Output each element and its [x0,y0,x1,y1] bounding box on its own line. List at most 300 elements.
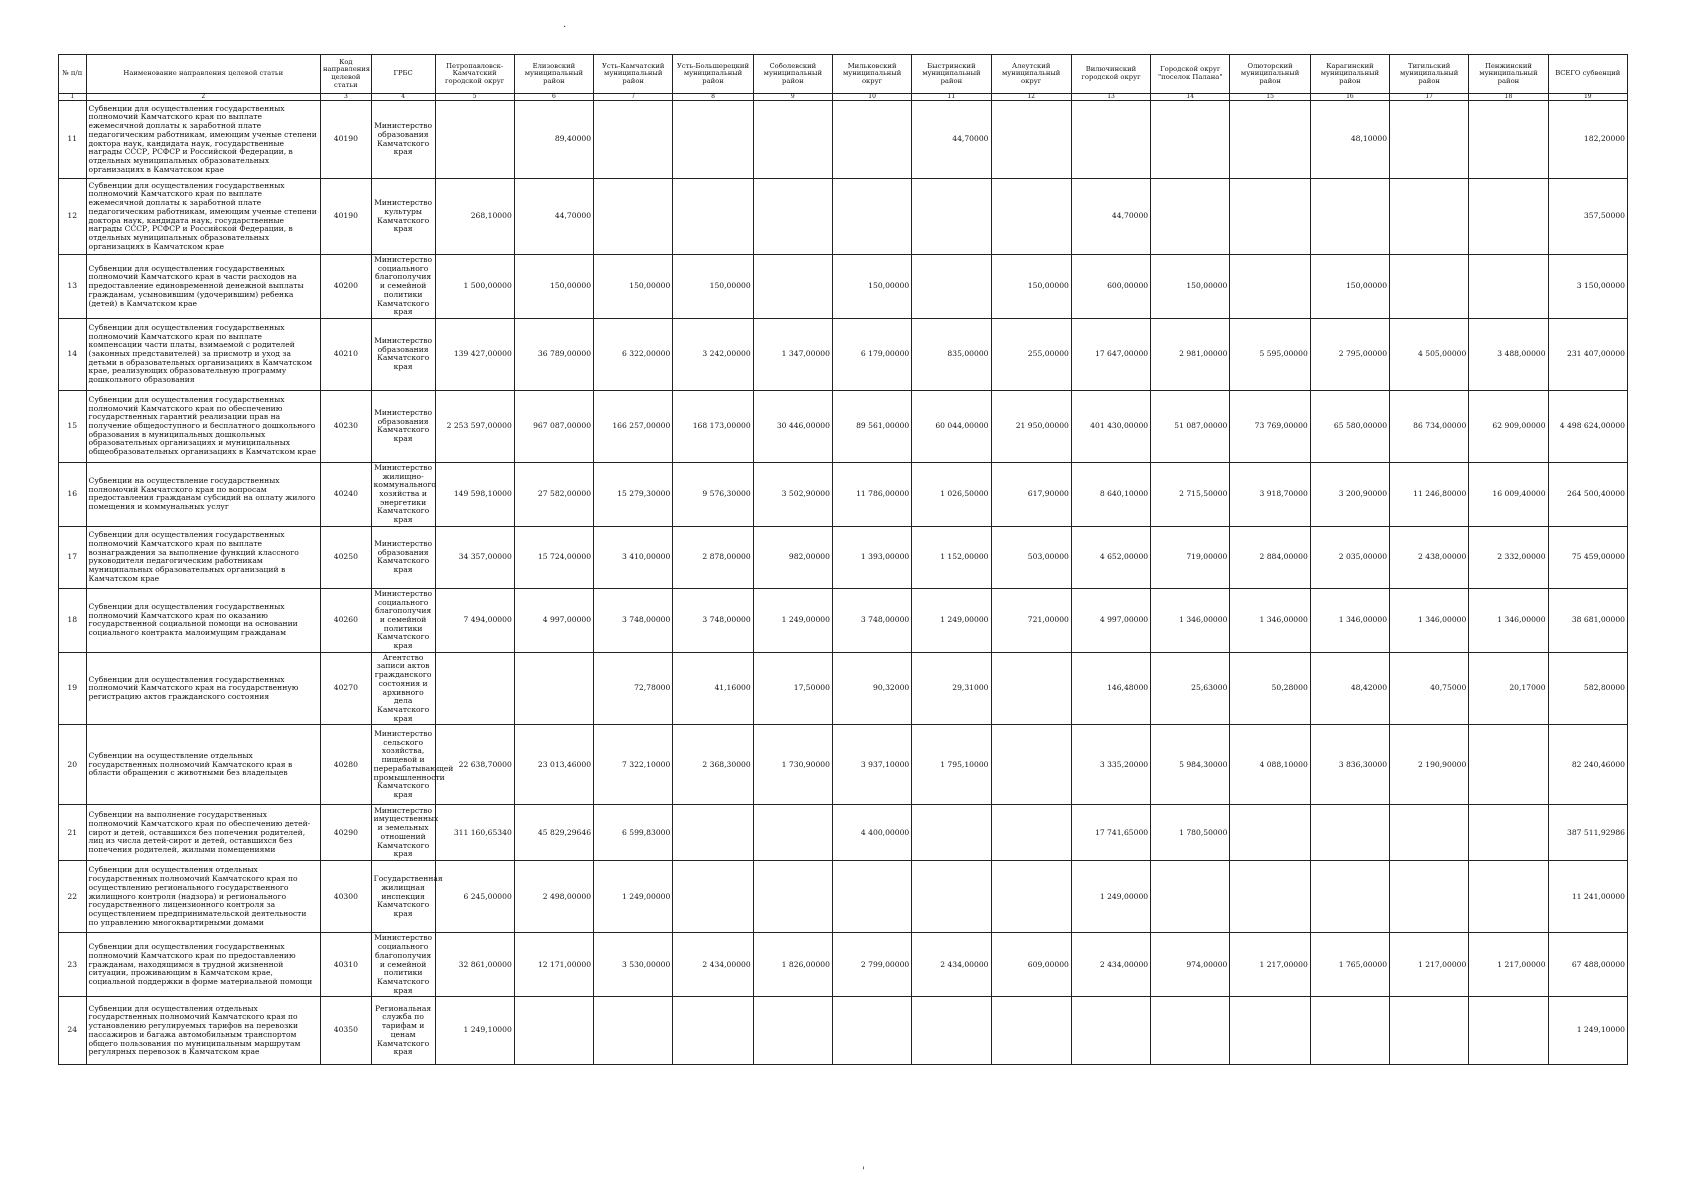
column-header-2: Наименование направления целевой статьи [86,55,321,94]
row-amount-cell: 41,16000 [673,652,753,725]
row-amount-cell [594,997,673,1065]
row-purpose-name: Субвенции для осуществления государственных полномочий Камчатского края по выплате ежемесячной доплаты к заработной плате педагогическим работникам, имеющим ученые степени доктора наук, кандидата наук, государственные награды СССР, РСФСР и Российской Федерации, в отдельных муниципальных образовательных организациях в Камчатском крае [86,179,321,255]
row-purpose-name: Субвенции для осуществления отдельных государственных полномочий Камчатского края по установлению регулируемых тарифов на перевозки пассажиров и багажа автомобильным транспортом общего пользования по муниципальным маршрутам регулярных перевозок в Камчатском крае [86,997,321,1065]
row-amount-cell [753,861,832,933]
row-total: 231 407,00000 [1548,318,1627,390]
row-amount-cell [1469,997,1548,1065]
column-number-14: 14 [1151,94,1230,101]
row-grbs: Министерство социального благополучия и семейной политики Камчатского края [371,255,435,319]
row-number: 22 [59,861,87,933]
row-code: 40200 [321,255,372,319]
column-number-8: 8 [673,94,753,101]
row-amount-cell: 86 734,00000 [1390,390,1469,462]
column-header-4: ГРБС [371,55,435,94]
row-amount-cell [991,652,1071,725]
table-row [59,101,1628,179]
row-code: 40290 [321,805,372,861]
row-amount-cell: 4 505,00000 [1390,318,1469,390]
row-amount-cell: 25,63000 [1151,652,1230,725]
row-total: 182,20000 [1548,101,1627,179]
row-amount-cell: 3 200,90000 [1310,462,1389,526]
row-amount-cell: 401 430,00000 [1071,390,1150,462]
row-grbs: Министерство сельского хозяйства, пищевой и перерабатывающей промышленности Камчатского края [371,725,435,805]
row-amount-cell [753,997,832,1065]
row-grbs: Министерство жилищно-коммунального хозяйства и энергетики Камчатского края [371,462,435,526]
table-row [59,462,1628,526]
row-amount-cell [514,997,593,1065]
row-amount-cell: 1 780,50000 [1151,805,1230,861]
scan-speck-bottom: ' [862,1166,865,1177]
row-amount-cell [1469,255,1548,319]
row-amount-cell [1310,805,1389,861]
column-number-17: 17 [1390,94,1469,101]
row-amount-cell: 503,00000 [991,526,1071,588]
row-amount-cell: 1 249,10000 [435,997,514,1065]
row-amount-cell: 2 368,30000 [673,725,753,805]
row-grbs: Министерство образования Камчатского края [371,390,435,462]
column-header-7: Усть-Камчатский муниципальный район [594,55,673,94]
column-header-6: Елизовский муниципальный район [514,55,593,94]
row-amount-cell: 48,42000 [1310,652,1389,725]
row-amount-cell [1230,861,1310,933]
table-row [59,526,1628,588]
row-amount-cell: 89,40000 [514,101,593,179]
table-row [59,652,1628,725]
row-amount-cell: 2 878,00000 [673,526,753,588]
row-amount-cell [673,179,753,255]
row-total: 3 150,00000 [1548,255,1627,319]
row-amount-cell: 3 530,00000 [594,933,673,997]
row-amount-cell: 60 044,00000 [912,390,991,462]
row-amount-cell [753,179,832,255]
row-amount-cell: 2 434,00000 [912,933,991,997]
row-code: 40250 [321,526,372,588]
row-amount-cell [1390,997,1469,1065]
row-number: 21 [59,805,87,861]
column-header-16: Карагинский муниципальный район [1310,55,1389,94]
header-row [59,55,1628,94]
row-amount-cell: 50,28000 [1230,652,1310,725]
row-amount-cell [1230,255,1310,319]
row-amount-cell [1469,725,1548,805]
row-amount-cell: 1 346,00000 [1310,588,1389,652]
row-amount-cell: 89 561,00000 [832,390,911,462]
row-amount-cell [1469,861,1548,933]
row-grbs: Агентство записи актов гражданского состояния и архивного дела Камчатского края [371,652,435,725]
row-amount-cell: 150,00000 [673,255,753,319]
row-amount-cell: 3 335,20000 [1071,725,1150,805]
row-grbs: Министерство социального благополучия и семейной политики Камчатского края [371,588,435,652]
row-grbs: Министерство образования Камчатского края [371,101,435,179]
row-grbs: Министерство образования Камчатского края [371,526,435,588]
row-amount-cell: 719,00000 [1151,526,1230,588]
row-purpose-name: Субвенции для осуществления государственных полномочий Камчатского края по выплате компенсации части платы, взимаемой с родителей (законных представителей) за присмотр и уход за детьми в образовательных организациях в Камчатском крае, реализующих образовательную программу дошкольного образования [86,318,321,390]
row-total: 11 241,00000 [1548,861,1627,933]
row-amount-cell: 17,50000 [753,652,832,725]
row-amount-cell: 2 035,00000 [1310,526,1389,588]
row-number: 16 [59,462,87,526]
row-amount-cell [832,861,911,933]
row-amount-cell: 11 786,00000 [832,462,911,526]
row-amount-cell: 72,78000 [594,652,673,725]
row-amount-cell [991,725,1071,805]
column-number-row [59,94,1628,101]
row-amount-cell [435,101,514,179]
row-amount-cell: 255,00000 [991,318,1071,390]
scan-speck-top: · [563,22,567,33]
row-amount-cell [1071,101,1150,179]
row-amount-cell: 1 217,00000 [1390,933,1469,997]
row-amount-cell: 8 640,10000 [1071,462,1150,526]
row-amount-cell: 2 498,00000 [514,861,593,933]
row-amount-cell: 7 322,10000 [594,725,673,805]
row-amount-cell: 721,00000 [991,588,1071,652]
row-amount-cell: 150,00000 [1151,255,1230,319]
column-number-5: 5 [435,94,514,101]
row-code: 40300 [321,861,372,933]
row-amount-cell [673,805,753,861]
row-amount-cell: 65 580,00000 [1310,390,1389,462]
table-row [59,318,1628,390]
row-amount-cell: 311 160,65340 [435,805,514,861]
row-amount-cell: 3 502,90000 [753,462,832,526]
row-amount-cell: 5 595,00000 [1230,318,1310,390]
row-amount-cell [1469,101,1548,179]
row-purpose-name: Субвенции для осуществления государственных полномочий Камчатского края по выплате ежемесячной доплаты к заработной плате педагогическим работникам, имеющим ученые степени доктора наук, кандидата наук, государственные награды СССР, РСФСР и Российской Федерации, в отдельных муниципальных образовательных организациях в Камчатском крае [86,101,321,179]
column-header-5: Петропавловск-Камчатский городской округ [435,55,514,94]
row-amount-cell: 1 393,00000 [832,526,911,588]
table-row [59,390,1628,462]
row-amount-cell: 27 582,00000 [514,462,593,526]
row-amount-cell: 149 598,10000 [435,462,514,526]
row-amount-cell [753,101,832,179]
row-amount-cell: 73 769,00000 [1230,390,1310,462]
row-amount-cell [1151,101,1230,179]
row-amount-cell: 609,00000 [991,933,1071,997]
row-amount-cell: 34 357,00000 [435,526,514,588]
column-header-14: Городской округ "поселок Палана" [1151,55,1230,94]
row-amount-cell: 4 652,00000 [1071,526,1150,588]
row-total: 1 249,10000 [1548,997,1627,1065]
row-amount-cell: 1 026,50000 [912,462,991,526]
row-amount-cell [673,101,753,179]
row-amount-cell: 617,90000 [991,462,1071,526]
column-header-11: Быстринский муниципальный район [912,55,991,94]
column-header-3: Код направления целевой статьи [321,55,372,94]
row-amount-cell: 2 981,00000 [1151,318,1230,390]
row-amount-cell: 2 434,00000 [673,933,753,997]
row-amount-cell: 36 789,00000 [514,318,593,390]
row-number: 13 [59,255,87,319]
row-amount-cell: 1 249,00000 [912,588,991,652]
row-amount-cell: 982,00000 [753,526,832,588]
row-amount-cell: 90,32000 [832,652,911,725]
row-total: 67 488,00000 [1548,933,1627,997]
column-number-11: 11 [912,94,991,101]
row-code: 40190 [321,101,372,179]
table-row [59,997,1628,1065]
row-amount-cell [1390,179,1469,255]
column-header-18: Пенжинский муниципальный район [1469,55,1548,94]
column-number-13: 13 [1071,94,1150,101]
row-amount-cell: 2 795,00000 [1310,318,1389,390]
row-amount-cell: 146,48000 [1071,652,1150,725]
row-amount-cell [753,255,832,319]
row-amount-cell: 44,70000 [514,179,593,255]
row-purpose-name: Субвенции на осуществление государственных полномочий Камчатского края по вопросам предоставления гражданам субсидий на оплату жилого помещения и коммунальных услуг [86,462,321,526]
row-total: 75 459,00000 [1548,526,1627,588]
row-amount-cell [832,997,911,1065]
row-amount-cell: 150,00000 [1310,255,1389,319]
column-header-13: Вилючинский городской округ [1071,55,1150,94]
row-amount-cell: 20,17000 [1469,652,1548,725]
row-amount-cell [435,652,514,725]
row-amount-cell [1151,861,1230,933]
row-amount-cell: 1 249,00000 [1071,861,1150,933]
row-grbs: Министерство образования Камчатского края [371,318,435,390]
row-amount-cell: 1 795,10000 [912,725,991,805]
row-number: 19 [59,652,87,725]
column-header-12: Алеутский муниципальный округ [991,55,1071,94]
column-header-8: Усть-Большерецкий муниципальный район [673,55,753,94]
column-number-4: 4 [371,94,435,101]
row-amount-cell: 44,70000 [1071,179,1150,255]
row-purpose-name: Субвенции на выполнение государственных полномочий Камчатского края по обеспечению детей-сирот и детей, оставшихся без попечения родителей, лиц из числа детей-сирот и детей, оставшихся без попечения родителей, жилыми помещениями [86,805,321,861]
row-amount-cell: 22 638,70000 [435,725,514,805]
row-amount-cell: 2 438,00000 [1390,526,1469,588]
row-amount-cell: 4 088,10000 [1230,725,1310,805]
row-amount-cell: 17 741,65000 [1071,805,1150,861]
row-amount-cell: 6 322,00000 [594,318,673,390]
row-code: 40210 [321,318,372,390]
row-amount-cell: 1 346,00000 [1390,588,1469,652]
row-amount-cell [1310,997,1389,1065]
column-number-1: 1 [59,94,87,101]
row-number: 17 [59,526,87,588]
row-amount-cell: 3 488,00000 [1469,318,1548,390]
row-code: 40280 [321,725,372,805]
row-amount-cell [753,805,832,861]
row-amount-cell: 2 332,00000 [1469,526,1548,588]
row-amount-cell [1390,861,1469,933]
column-number-18: 18 [1469,94,1548,101]
row-number: 15 [59,390,87,462]
table-row [59,933,1628,997]
row-amount-cell [912,861,991,933]
row-total: 264 500,40000 [1548,462,1627,526]
row-amount-cell [912,805,991,861]
row-total: 387 511,92986 [1548,805,1627,861]
row-amount-cell: 4 997,00000 [514,588,593,652]
row-amount-cell [991,101,1071,179]
row-amount-cell [991,861,1071,933]
row-amount-cell: 2 715,50000 [1151,462,1230,526]
row-amount-cell: 3 836,30000 [1310,725,1389,805]
row-amount-cell [832,179,911,255]
row-amount-cell [1469,179,1548,255]
column-number-10: 10 [832,94,911,101]
column-header-9: Соболевский муниципальный район [753,55,832,94]
row-amount-cell [1230,805,1310,861]
row-amount-cell [1310,179,1389,255]
row-amount-cell: 11 246,80000 [1390,462,1469,526]
row-amount-cell: 9 576,30000 [673,462,753,526]
row-grbs: Министерство имущественных и земельных отношений Камчатского края [371,805,435,861]
row-amount-cell: 30 446,00000 [753,390,832,462]
row-amount-cell: 600,00000 [1071,255,1150,319]
row-amount-cell [991,179,1071,255]
row-number: 23 [59,933,87,997]
row-amount-cell [1469,805,1548,861]
table-row [59,179,1628,255]
subventions-table [58,54,1628,1065]
row-amount-cell [1230,997,1310,1065]
row-total: 357,50000 [1548,179,1627,255]
row-amount-cell: 48,10000 [1310,101,1389,179]
row-grbs: Региональная служба по тарифам и ценам Камчатского края [371,997,435,1065]
row-amount-cell [912,179,991,255]
row-amount-cell: 974,00000 [1151,933,1230,997]
row-code: 40270 [321,652,372,725]
row-number: 11 [59,101,87,179]
row-purpose-name: Субвенции для осуществления государственных полномочий Камчатского края по обеспечению государственных гарантий реализации прав на получение общедоступного и бесплатного дошкольного образования в муниципальных дошкольных образовательных организациях и муниципальных общеобразовательных организациях в Камчатском крае [86,390,321,462]
column-number-7: 7 [594,94,673,101]
row-amount-cell: 1 217,00000 [1230,933,1310,997]
row-amount-cell [1151,179,1230,255]
column-number-3: 3 [321,94,372,101]
row-amount-cell: 139 427,00000 [435,318,514,390]
row-grbs: Министерство культуры Камчатского края [371,179,435,255]
row-amount-cell: 21 950,00000 [991,390,1071,462]
row-amount-cell [1390,255,1469,319]
row-amount-cell: 6 599,83000 [594,805,673,861]
row-code: 40350 [321,997,372,1065]
row-total: 82 240,46000 [1548,725,1627,805]
column-header-17: Тигильский муниципальный район [1390,55,1469,94]
table-row [59,861,1628,933]
row-code: 40190 [321,179,372,255]
row-amount-cell: 1 346,00000 [1469,588,1548,652]
row-purpose-name: Субвенции для осуществления государственных полномочий Камчатского края в части расходов на предоставление единовременной денежной выплаты гражданам, усыновившим (удочерившим) ребенка (детей) в Камчатском крае [86,255,321,319]
row-amount-cell: 2 190,90000 [1390,725,1469,805]
table-body [59,101,1628,1065]
row-amount-cell: 1 765,00000 [1310,933,1389,997]
row-amount-cell: 3 410,00000 [594,526,673,588]
row-code: 40260 [321,588,372,652]
column-number-9: 9 [753,94,832,101]
row-amount-cell [912,255,991,319]
row-amount-cell [1310,861,1389,933]
row-purpose-name: Субвенции для осуществления государственных полномочий Камчатского края по оказанию государственной социальной помощи на основании социального контракта малоимущим гражданам [86,588,321,652]
column-number-12: 12 [991,94,1071,101]
row-amount-cell: 17 647,00000 [1071,318,1150,390]
row-amount-cell [991,997,1071,1065]
row-amount-cell [1071,997,1150,1065]
row-amount-cell: 3 242,00000 [673,318,753,390]
row-amount-cell: 16 009,40000 [1469,462,1548,526]
row-amount-cell [1390,805,1469,861]
row-amount-cell: 835,00000 [912,318,991,390]
row-purpose-name: Субвенции для осуществления государственных полномочий Камчатского края на государственную регистрацию актов гражданского состояния [86,652,321,725]
row-amount-cell: 44,70000 [912,101,991,179]
row-amount-cell: 45 829,29646 [514,805,593,861]
row-grbs: Министерство социального благополучия и семейной политики Камчатского края [371,933,435,997]
row-amount-cell: 150,00000 [832,255,911,319]
row-amount-cell: 29,31000 [912,652,991,725]
row-amount-cell: 32 861,00000 [435,933,514,997]
row-amount-cell: 150,00000 [594,255,673,319]
row-total: 4 498 624,00000 [1548,390,1627,462]
row-amount-cell: 4 997,00000 [1071,588,1150,652]
row-amount-cell: 62 909,00000 [1469,390,1548,462]
row-amount-cell [1230,101,1310,179]
row-amount-cell: 23 013,46000 [514,725,593,805]
row-amount-cell [673,997,753,1065]
row-amount-cell: 2 253 597,00000 [435,390,514,462]
row-amount-cell: 6 245,00000 [435,861,514,933]
row-purpose-name: Субвенции для осуществления государственных полномочий Камчатского края по предоставлению гражданам, находящимся в трудной жизненной ситуации, проживающим в Камчатском крае, социальной поддержки в форме материальной помощи [86,933,321,997]
row-amount-cell: 51 087,00000 [1151,390,1230,462]
row-amount-cell: 268,10000 [435,179,514,255]
row-amount-cell: 15 279,30000 [594,462,673,526]
row-amount-cell: 967 087,00000 [514,390,593,462]
row-amount-cell: 1 346,00000 [1151,588,1230,652]
row-purpose-name: Субвенции для осуществления государственных полномочий Камчатского края по выплате вознаграждения за выполнение функций классного руководителя педагогическим работникам муниципальных образовательных организаций в Камчатском крае [86,526,321,588]
row-amount-cell: 2 434,00000 [1071,933,1150,997]
column-header-15: Олюторский муниципальный район [1230,55,1310,94]
row-amount-cell: 4 400,00000 [832,805,911,861]
column-header-1: № п/п [59,55,87,94]
row-number: 12 [59,179,87,255]
table-row [59,588,1628,652]
row-total: 582,80000 [1548,652,1627,725]
row-purpose-name: Субвенции для осуществления отдельных государственных полномочий Камчатского края по осуществлению регионального государственного жилищного контроля (надзора) и регионального государственного лицензионного контроля за осуществлением предпринимательской деятельности по управлению многоквартирными домами [86,861,321,933]
row-amount-cell: 1 500,00000 [435,255,514,319]
column-header-10: Мильковский муниципальный округ [832,55,911,94]
row-number: 14 [59,318,87,390]
row-amount-cell: 166 257,00000 [594,390,673,462]
row-amount-cell [1390,101,1469,179]
row-amount-cell: 3 918,70000 [1230,462,1310,526]
row-amount-cell [1151,997,1230,1065]
column-number-6: 6 [514,94,593,101]
column-number-19: 19 [1548,94,1627,101]
row-number: 18 [59,588,87,652]
row-amount-cell [912,997,991,1065]
row-amount-cell: 2 799,00000 [832,933,911,997]
row-amount-cell: 3 748,00000 [673,588,753,652]
row-amount-cell [594,179,673,255]
row-amount-cell: 168 173,00000 [673,390,753,462]
row-amount-cell: 1 346,00000 [1230,588,1310,652]
row-amount-cell [514,652,593,725]
table-row [59,725,1628,805]
row-amount-cell [673,861,753,933]
row-amount-cell: 3 748,00000 [832,588,911,652]
row-amount-cell: 150,00000 [991,255,1071,319]
row-amount-cell: 15 724,00000 [514,526,593,588]
column-number-2: 2 [86,94,321,101]
column-number-16: 16 [1310,94,1389,101]
row-number: 24 [59,997,87,1065]
row-amount-cell: 1 249,00000 [753,588,832,652]
row-code: 40240 [321,462,372,526]
column-header-19: ВСЕГО субвенций [1548,55,1627,94]
column-number-15: 15 [1230,94,1310,101]
row-amount-cell: 5 984,30000 [1151,725,1230,805]
row-grbs: Государственная жилищная инспекция Камчатского края [371,861,435,933]
row-amount-cell [1230,179,1310,255]
